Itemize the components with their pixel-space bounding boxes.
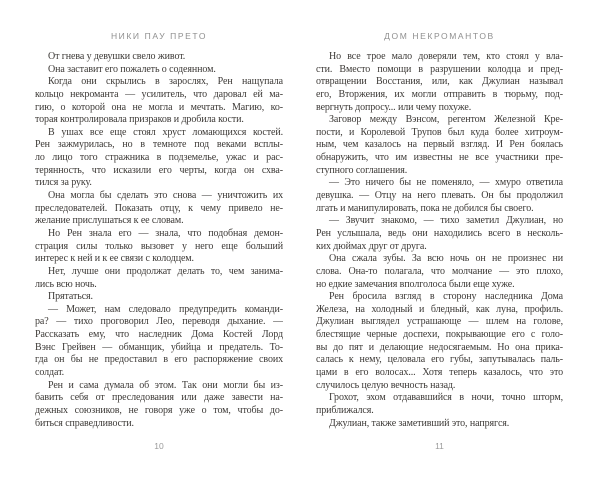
text-line: ным, чем казалось на первый взгляд. И Рен боялась [316,139,563,151]
text-line: Грохот, эхом отдававшийся в ночи, точно шторм, [329,392,563,404]
text-line: дежных союзников, не говоря уже о том, чтобы до- [35,404,283,416]
text-line: терянность, что исказили его черты, когда он схва- [35,164,283,176]
paragraph [35,64,283,77]
running-head-title: ДОМ НЕКРОМАНТОВ [384,31,495,41]
paragraph [35,380,283,431]
text-line: бавить себя от преследования или даже завести на- [35,392,283,404]
text-line: его, Вторжения, их могли отправить в тюрьму, под- [316,88,563,100]
text-line: случилось целую вечность назад. [316,379,456,391]
text-line: обнаружить, что им известны не все участники пре- [316,152,563,164]
text-line: Нет, лучше они продолжат делать то, чем занима- [48,265,283,277]
text-line: Она сжала зубы. За всю ночь он не произнес ни [329,253,563,265]
text-line: солдат. [35,367,64,379]
paragraph [35,266,283,291]
text-line: вергнуть допросу... или чему похуже. [316,101,472,113]
text-line: пости, и Королевой Трупов был куда более хитроум- [316,126,563,138]
text-line: Джулиан выглядел устрашающе — шлем на голове, [316,316,563,328]
text-line: От гнева у девушки свело живот. [48,51,186,62]
text-line: Железа, на холодный и бледный, как луна, профиль. [316,303,563,315]
paragraph [35,228,283,266]
paragraph [316,215,563,253]
text-line: торая контролировала призраков и дробила кости. [35,114,244,126]
right-page-text [316,51,563,430]
paragraph [316,418,563,431]
text-line: — Звучит знакомо, — тихо заметил Джулиан, но [329,215,563,227]
paragraph [35,127,283,190]
paragraph [316,392,563,417]
text-line: ких дюймах друг от друга. [316,240,427,252]
text-line: кольцо некроманта — усилитель, что даровал ей ма- [35,88,283,100]
text-line: Вэнс Грейвен — обманщик, убийца и предатель. То- [35,341,283,353]
text-line: слова. Она-то полагала, что молчание — это плохо, [316,265,563,277]
left-page-text [35,51,283,430]
paragraph [316,177,563,215]
left-page-number: 10 [154,441,164,451]
text-line: В ушах все еще стоял хруст ломающихся костей. [48,126,283,138]
text-line: сти. Вместо помощи в разрушении колодца и пред- [316,63,563,75]
left-page [35,0,283,484]
text-line: Заговор между Вэнсом, регентом Железной Кре- [329,114,563,126]
text-line: ступного соглашения. [316,164,408,176]
paragraph [35,76,283,127]
text-line: гию, о которой она не могла и мечтать. Магию, ко- [35,101,283,113]
text-line: гда он бы не предоставил в его распоряжение своих [35,354,283,366]
paragraph [316,291,563,392]
text-line: приближался. [316,404,374,416]
text-line: Прятаться. [48,291,93,303]
paragraph [35,190,283,228]
text-line: девушка. — Отцу на него плевать. Он бы продолжил [316,190,563,202]
text-line: отвращении Восстания, или, как Джулиан называл [316,76,563,88]
text-line: Рассказать ему, что наследник Дома Костей Лорд [35,329,283,341]
text-line: вы до пят и делающие недосягаемым. Но она прика- [316,341,563,353]
text-line: цами в его волосах... Хотя теперь казалось, что это [316,367,563,379]
text-line: Джулиан, также заметивший это, напрягся. [329,417,510,429]
paragraph [35,304,283,380]
text-line: Когда они скрылись в зарослях, Рен нащупала [48,76,283,88]
right-page [316,0,563,484]
text-line: — Может, нам следовало предупредить команди- [48,303,283,315]
right-page-number: 11 [435,441,444,451]
text-line: Рен бросила взгляд в сторону наследника Дома [329,291,563,303]
paragraph [316,114,563,177]
text-line: салась к нему, целовала его губы, запутывалась паль- [316,354,563,366]
text-line: но едкие замечания вполголоса были еще хуже. [316,278,515,290]
text-line: биться справедливости. [35,417,134,429]
text-line: Она могла бы сделать это снова — уничтожить их [48,190,283,202]
paragraph [316,253,563,291]
running-head-author: НИКИ ПАУ ПРЕТО [110,31,208,41]
text-line: желание прислушаться к ее словам. [35,215,184,227]
text-line: Она заставит его пожалеть о содеянном. [48,63,216,75]
text-line: интерес к ней и к ее связи с колодцем. [35,253,194,265]
text-line: ло лицо того стражника в подземелье, ужас и рас- [35,152,283,164]
text-line: ра? — тихо проговорил Лео, переводя дыхание. — [35,316,283,328]
text-line: лгать и манипулировать, пока не добился бы своего. [316,202,534,214]
text-line: Но все трое мало доверяли тем, кто стоял у вла- [329,51,563,62]
text-line: Но Рен знала его — знала, что подобная демон- [48,227,283,239]
text-line: преследователей. Показать отцу, к чему привело не- [35,202,283,214]
text-line: лись всю ночь. [35,278,97,290]
paragraph [316,51,563,114]
text-line: Рен услышала, ведь они находились всего в несколь- [316,227,563,239]
text-line: — Это ничего бы не поменяло, — хмуро ответила [329,177,563,189]
text-line: Рен и сама думала об этом. Так они могли бы из- [48,379,283,391]
paragraph [35,291,283,304]
text-line: Рен зажмурилась, но в темноте под веками всплы- [35,139,283,151]
text-line: блестящие черные доспехи, покрывающие его с голо- [316,329,563,341]
text-line: тился за руку. [35,177,92,189]
text-line: страция силы только вызовет у него еще больший [35,240,283,252]
paragraph [35,51,283,64]
